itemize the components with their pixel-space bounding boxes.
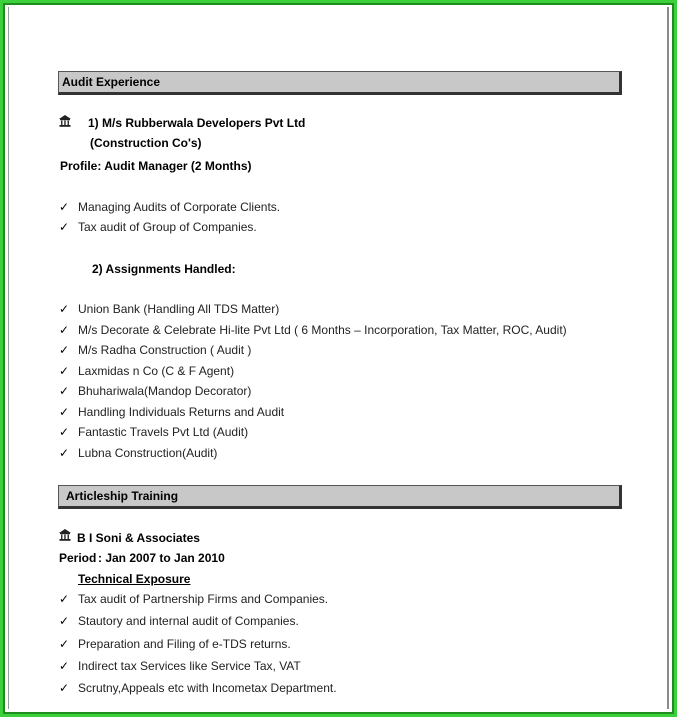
audit-profile: Profile: Audit Manager (2 Months) bbox=[60, 159, 252, 173]
assignment-item: Union Bank (Handling All TDS Matter) bbox=[78, 302, 280, 316]
section-header-audit-experience: Audit Experience bbox=[58, 71, 622, 95]
check-mark-icon: ✓ bbox=[59, 637, 70, 651]
check-mark-icon: ✓ bbox=[59, 592, 70, 606]
section-header-articleship-training: Articleship Training bbox=[58, 485, 622, 509]
exposure-item: Tax audit of Partnership Firms and Companies. bbox=[78, 592, 329, 606]
building-icon bbox=[59, 115, 71, 127]
audit-company-name: 1) M/s Rubberwala Developers Pvt Ltd bbox=[88, 116, 306, 130]
exposure-item: Stautory and internal audit of Companies. bbox=[78, 614, 299, 628]
assignment-item: Handling Individuals Returns and Audit bbox=[78, 405, 285, 419]
check-mark-icon: ✓ bbox=[59, 681, 70, 695]
duty-item: Managing Audits of Corporate Clients. bbox=[78, 200, 281, 214]
assignment-item: M/s Decorate & Celebrate Hi-lite Pvt Ltd ( 6 Months – Incorporation, Tax Matter, ROC, Audit) bbox=[78, 323, 567, 337]
technical-exposure-heading: Technical Exposure bbox=[78, 572, 191, 586]
check-mark-icon: ✓ bbox=[59, 364, 70, 378]
check-mark-icon: ✓ bbox=[59, 446, 70, 460]
audit-company-type: (Construction Co's) bbox=[90, 136, 202, 150]
articleship-firm: B I Soni & Associates bbox=[77, 531, 200, 545]
check-mark-icon: ✓ bbox=[59, 302, 70, 316]
check-mark-icon: ✓ bbox=[59, 220, 70, 234]
building-icon bbox=[59, 529, 71, 541]
period-value: : Jan 2007 to Jan 2010 bbox=[98, 551, 225, 565]
assignment-item: Lubna Construction(Audit) bbox=[78, 446, 218, 460]
assignments-heading: 2) Assignments Handled: bbox=[92, 262, 236, 276]
duty-item: Tax audit of Group of Companies. bbox=[78, 220, 257, 234]
check-mark-icon: ✓ bbox=[59, 323, 70, 337]
check-mark-icon: ✓ bbox=[59, 659, 70, 673]
check-mark-icon: ✓ bbox=[59, 343, 70, 357]
exposure-item: Preparation and Filing of e-TDS returns. bbox=[78, 637, 291, 651]
exposure-item: Indirect tax Services like Service Tax, VAT bbox=[78, 659, 301, 673]
check-mark-icon: ✓ bbox=[59, 200, 70, 214]
assignment-item: Fantastic Travels Pvt Ltd (Audit) bbox=[78, 425, 249, 439]
check-mark-icon: ✓ bbox=[59, 405, 70, 419]
check-mark-icon: ✓ bbox=[59, 425, 70, 439]
assignment-item: Bhuhariwala(Mandop Decorator) bbox=[78, 384, 252, 398]
check-mark-icon: ✓ bbox=[59, 384, 70, 398]
assignment-item: M/s Radha Construction ( Audit ) bbox=[78, 343, 252, 357]
assignment-item: Laxmidas n Co (C & F Agent) bbox=[78, 364, 235, 378]
period-label: Period bbox=[59, 551, 97, 565]
check-mark-icon: ✓ bbox=[59, 614, 70, 628]
exposure-item: Scrutny,Appeals etc with Incometax Department. bbox=[78, 681, 337, 695]
